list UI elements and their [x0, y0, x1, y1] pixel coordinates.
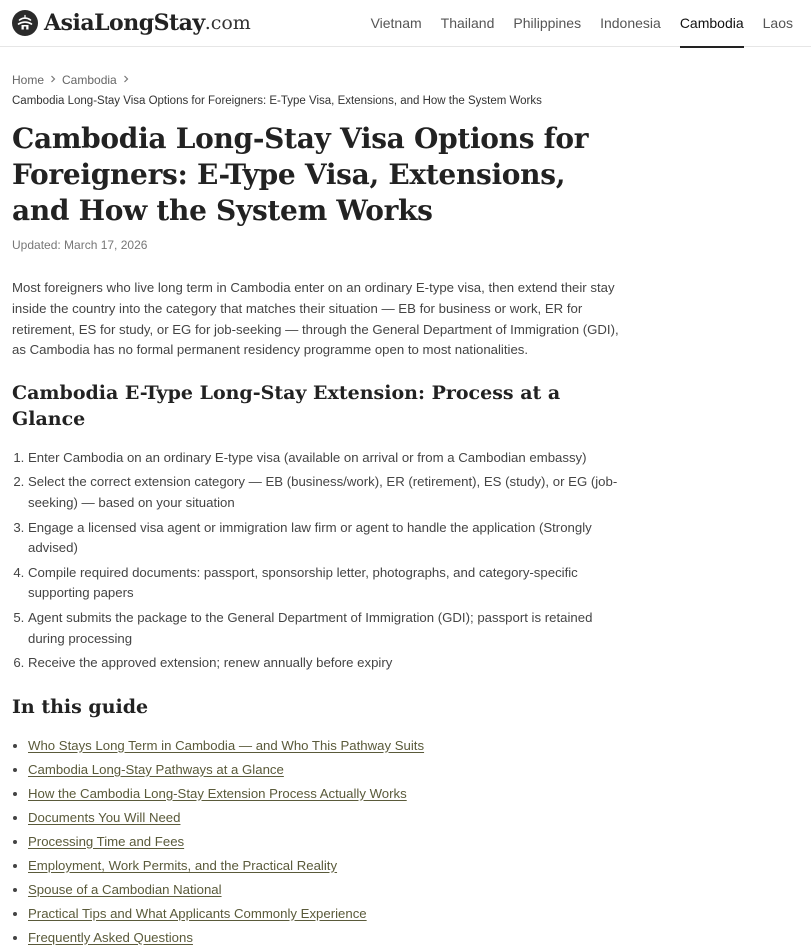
toc-item: [28, 760, 622, 781]
toc-item: [28, 856, 622, 877]
toc-link-pathways[interactable]: Cambodia Long-Stay Pathways at a Glance: [28, 761, 284, 777]
site-header: [0, 0, 811, 47]
guide-toc-list: [12, 736, 622, 949]
nav-item-philippines[interactable]: Philippines: [513, 15, 582, 31]
process-step: 3. Engage a licensed visa agent or immigration law firm or agent to handle the application (Strongly advised): [28, 518, 622, 560]
breadcrumb-cambodia[interactable]: Cambodia: [62, 73, 117, 87]
updated-date: Updated: March 17, 2026: [12, 238, 148, 252]
breadcrumb-current-page: Cambodia Long-Stay Visa Options for Foreigners: E-Type Visa, Extensions, and How the System Works: [12, 95, 542, 107]
page-title: Cambodia Long-Stay Visa Options for Foreigners: E-Type Visa, Extensions, and How the System Works: [12, 122, 589, 227]
country-nav: [361, 0, 811, 47]
nav-item-thailand[interactable]: Thailand: [440, 15, 495, 31]
toc-link-spouse[interactable]: Spouse of a Cambodian National: [28, 881, 222, 897]
toc-link-process[interactable]: How the Cambodia Long-Stay Extension Process Actually Works: [28, 785, 407, 801]
intro-paragraph: Most foreigners who live long term in Cambodia enter on an ordinary E-type visa, then extend their stay inside the country into the category that matches their situation — EB for business or work, ER for retirement, ES for study, or EG for job-seeking — through the General Department of Immigration (GDI), as Cambodia has no formal permanent residency programme open to most nationalities.: [12, 280, 619, 358]
chevron-right-icon: [44, 70, 62, 90]
logo-tld: .com: [204, 12, 251, 34]
toc-link-practical-tips[interactable]: Practical Tips and What Applicants Commonly Experience: [28, 905, 367, 921]
breadcrumb-home[interactable]: Home: [12, 73, 45, 87]
toc-item: [28, 832, 622, 853]
toc-link-who-stays[interactable]: Who Stays Long Term in Cambodia — and Who This Pathway Suits: [28, 737, 425, 753]
process-heading: Cambodia E-Type Long-Stay Extension: Process at a Glance: [12, 382, 561, 431]
chevron-right-icon: [117, 70, 135, 90]
toc-link-faq[interactable]: Frequently Asked Questions: [28, 929, 193, 945]
article-content: [12, 70, 622, 952]
toc-item: [28, 928, 622, 949]
nav-item-laos[interactable]: Laos: [762, 15, 793, 31]
toc-item: [28, 808, 622, 829]
nav-item-cambodia[interactable]: Cambodia: [670, 0, 753, 47]
site-logo[interactable]: [12, 9, 251, 37]
breadcrumb: [12, 70, 622, 90]
process-step: 1. Enter Cambodia on an ordinary E-type visa (available on arrival or from a Cambodian embassy): [28, 448, 622, 469]
toc-link-employment[interactable]: Employment, Work Permits, and the Practical Reality: [28, 857, 338, 873]
toc-link-documents[interactable]: Documents You Will Need: [28, 809, 181, 825]
nav-item-indonesia[interactable]: Indonesia: [600, 15, 661, 31]
nav-item-vietnam[interactable]: Vietnam: [370, 15, 422, 31]
process-step: 4. Compile required documents: passport, sponsorship letter, photographs, and category-specific supporting papers: [28, 563, 622, 605]
process-steps-list: [12, 448, 622, 673]
guide-heading: In this guide: [12, 695, 149, 718]
toc-item: [28, 784, 622, 805]
pagoda-logo-icon: [12, 10, 38, 36]
toc-item: [28, 736, 622, 757]
process-step: 6. Receive the approved extension; renew annually before expiry: [28, 653, 622, 674]
logo-name: AsiaLongStay: [44, 10, 205, 36]
toc-item: [28, 880, 622, 901]
toc-link-processing-fees[interactable]: Processing Time and Fees: [28, 833, 185, 849]
process-step: 5. Agent submits the package to the General Department of Immigration (GDI); passport is retained during processing: [28, 608, 622, 650]
toc-item: [28, 904, 622, 925]
process-step: 2. Select the correct extension category — EB (business/work), ER (retirement), ES (study), or EG (job-seeking) — based on your situation: [28, 472, 622, 514]
